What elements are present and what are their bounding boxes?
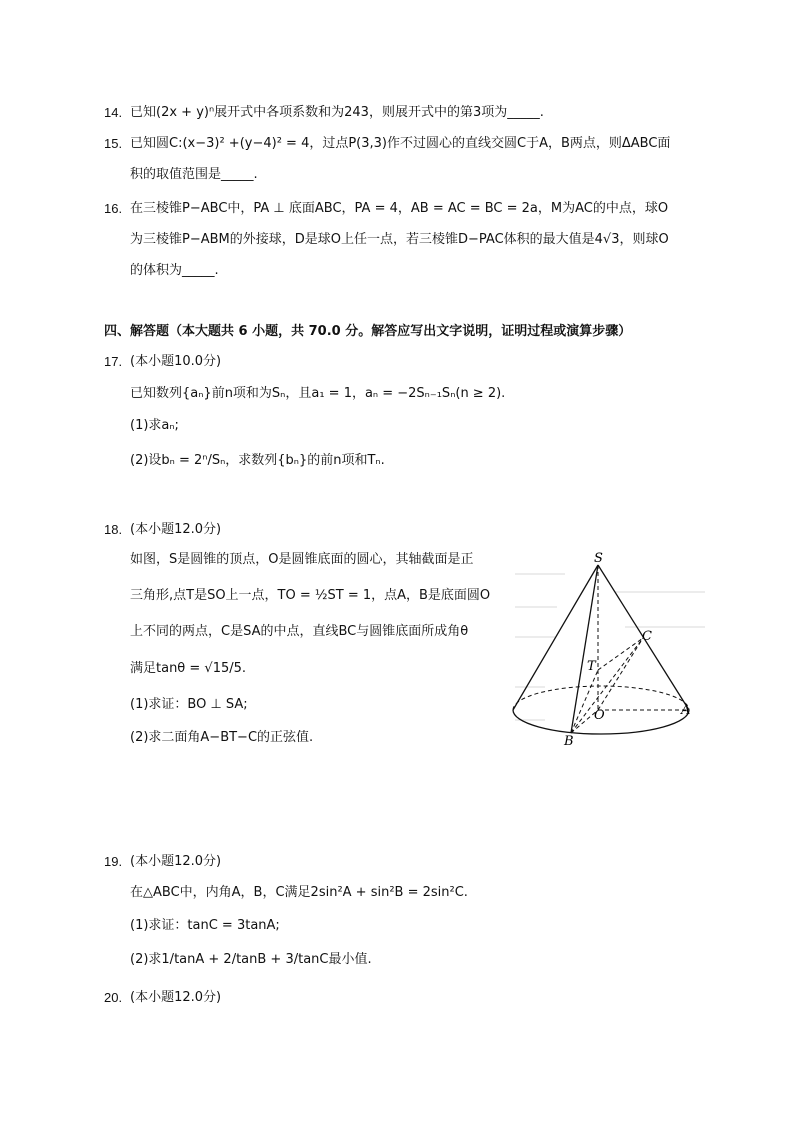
problem-19-number: 19. xyxy=(104,854,123,869)
problem-18-part1: (1)求证：BO ⊥ SA; xyxy=(130,697,248,712)
problem-20-score: (本小题12.0分) xyxy=(130,990,222,1005)
label-T: T xyxy=(587,659,596,674)
problem-18-line4: 满足tanθ = √15/5. xyxy=(130,661,247,676)
line-BC xyxy=(571,638,643,733)
problem-15-line1: 已知圆C:(x−3)² +(y−4)² = 4，过点P(3,3)作不过圆心的直线交圆C于A，B两点，则ΔABC面 xyxy=(130,136,671,151)
base-ellipse-back xyxy=(513,686,689,710)
problem-17-part1: (1)求aₙ; xyxy=(130,418,179,433)
problem-14-number: 14. xyxy=(104,105,123,120)
problem-17-score: (本小题10.0分) xyxy=(130,354,222,369)
problem-16-number: 16. xyxy=(104,201,123,216)
problem-20-number: 20. xyxy=(104,990,123,1005)
problem-18-number: 18. xyxy=(104,522,123,537)
problem-18-score: (本小题12.0分) xyxy=(130,522,222,537)
problem-15-line2: 积的取值范围是_____. xyxy=(130,167,258,182)
problem-16-line3: 的体积为_____. xyxy=(130,263,219,278)
line-OC xyxy=(598,638,643,710)
problem-17-part2: (2)设bₙ = 2ⁿ/Sₙ，求数列{bₙ}的前n项和Tₙ. xyxy=(130,453,385,468)
problem-19-part2: (2)求1/tanA + 2/tanB + 3/tanC最小值. xyxy=(130,952,372,967)
problem-15-number: 15. xyxy=(104,136,123,151)
problem-19-part1: (1)求证：tanC = 3tanA; xyxy=(130,918,280,933)
label-B: B xyxy=(564,734,574,749)
problem-16-line1: 在三棱锥P−ABC中，PA ⊥ 底面ABC，PA = 4，AB = AC = BC = 2a，M为AC的中点，球O xyxy=(130,201,669,216)
problem-18-part2: (2)求二面角A−BT−C的正弦值. xyxy=(130,730,314,745)
label-A: A xyxy=(681,703,691,718)
problem-19-statement: 在△ABC中，内角A，B，C满足2sin²A + sin²B = 2sin²C. xyxy=(130,885,468,900)
problem-17-number: 17. xyxy=(104,354,123,369)
label-O: O xyxy=(594,708,605,723)
label-S: S xyxy=(594,552,603,566)
problem-14-text: 已知(2x + y)ⁿ展开式中各项系数和为243，则展开式中的第3项为_____. xyxy=(130,105,544,120)
problem-18-line2: 三角形,点T是SO上一点，TO = ½ST = 1，点A，B是底面圆O xyxy=(130,588,491,603)
problem-17-statement: 已知数列{aₙ}前n项和为Sₙ，且a₁ = 1，aₙ = −2Sₙ₋₁Sₙ(n ≥ 2). xyxy=(130,386,506,401)
line-BT xyxy=(571,670,598,733)
label-C: C xyxy=(642,629,652,644)
line-TC xyxy=(598,638,643,670)
cone-figure xyxy=(505,552,710,757)
problem-19-score: (本小题12.0分) xyxy=(130,854,222,869)
problem-16-line2: 为三棱锥P−ABM的外接球，D是球O上任一点，若三棱锥D−PAC体积的最大值是4√3，则球O xyxy=(130,232,669,247)
problem-18-line3: 上不同的两点，C是SA的中点，直线BC与圆锥底面所成角θ xyxy=(130,624,469,639)
problem-18-line1: 如图，S是圆锥的顶点，O是圆锥底面的圆心，其轴截面是正 xyxy=(130,552,474,567)
section-4-heading: 四、解答题（本大题共 6 小题，共 70.0 分。解答应写出文字说明，证明过程或演算步骤） xyxy=(104,324,632,339)
